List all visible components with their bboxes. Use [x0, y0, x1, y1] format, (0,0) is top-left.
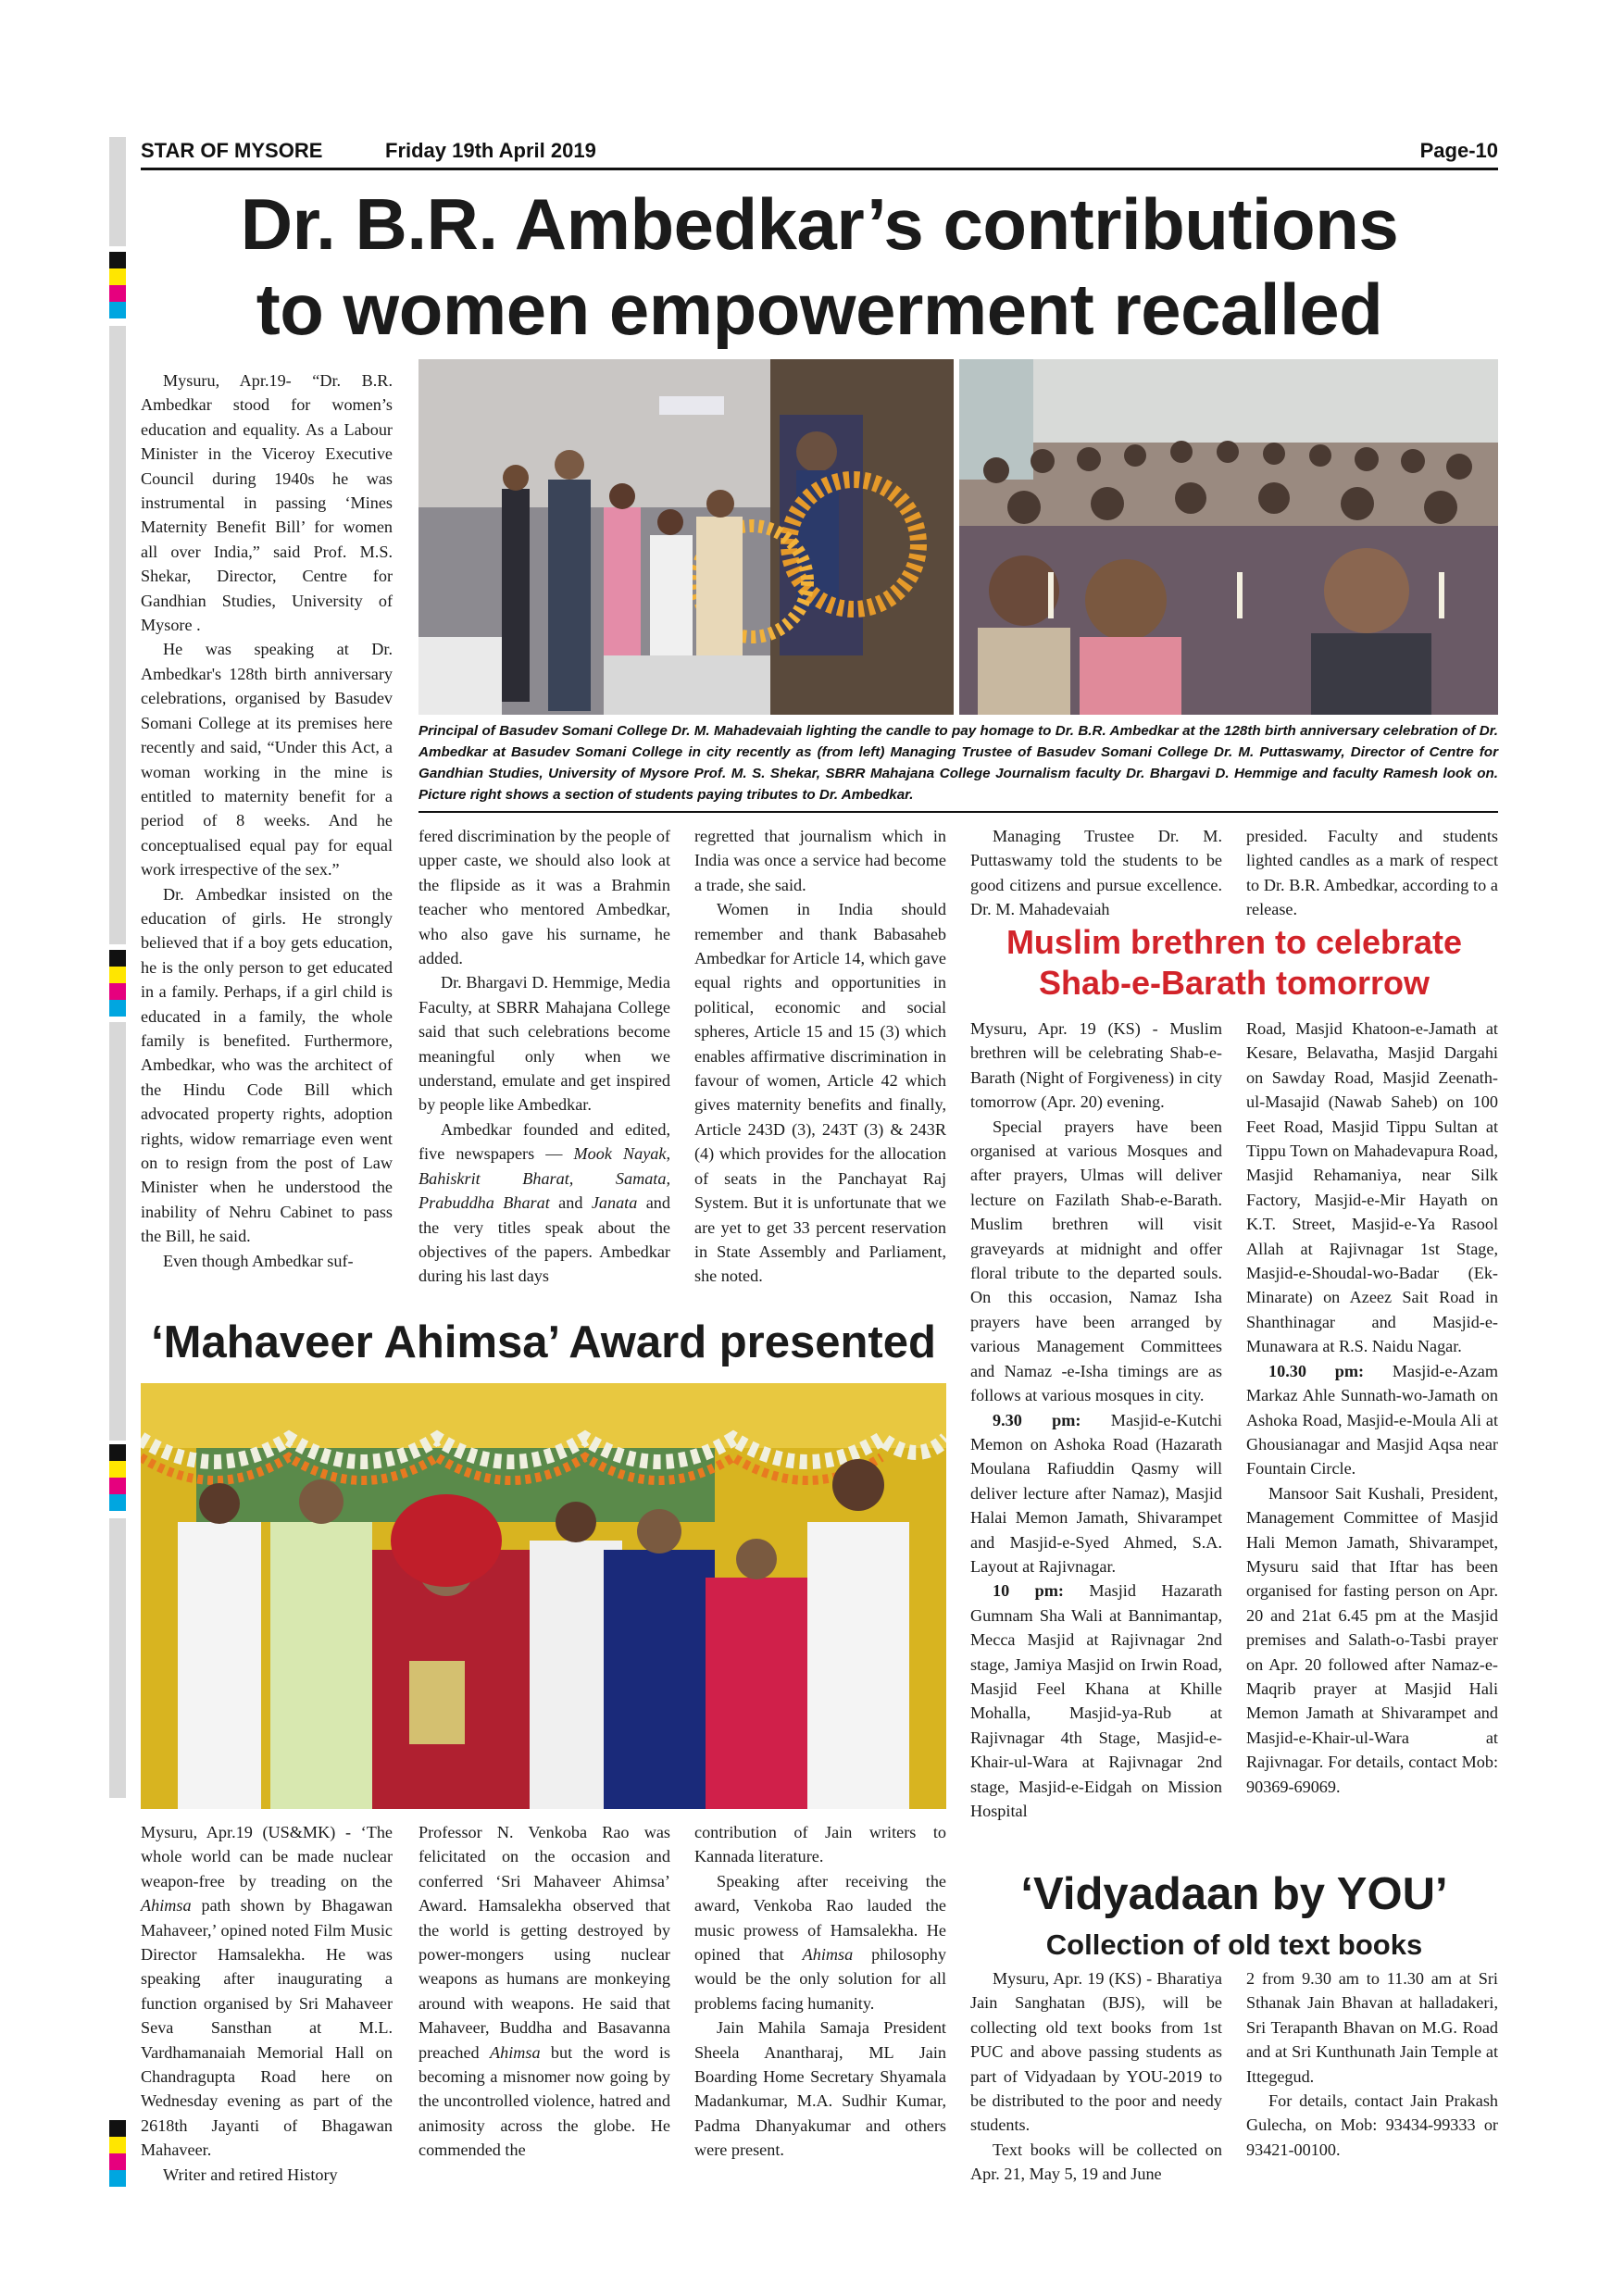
story1-headline [141, 181, 1498, 352]
issue-date: Friday 19th April 2019 [385, 139, 596, 162]
story4-paragraph: Text books will be collected on Apr. 21, May 5, 19 and June [970, 2140, 1222, 2184]
story3-headline [970, 922, 1498, 1004]
story2-column-1 [141, 1820, 393, 2187]
story4-column-2 [1246, 1966, 1498, 2162]
caption-rule [418, 811, 1498, 813]
story1-paragraph: fered discrimination by the people of upper caste, we should also look at the flipside as it was a Brahmin teacher who mentored Ambedkar, who also gave his surname, he added. [418, 827, 670, 968]
registration-bar-3 [109, 1022, 126, 1441]
story1-paragraph: Ambedkar founded and edited, five newspapers — Mook Nayak, Bahiskrit Bharat, Samata, Prabuddha Bharat and Janata and the very titles speak about the objectives of the papers. Ambedkar during his last days [418, 1119, 671, 1286]
cmyk-marks-2 [109, 950, 126, 1017]
story1-headline-line1: Dr. B.R. Ambedkar’s contributions [240, 183, 1399, 265]
story3-paragraph: 10 pm: Masjid Hazarath Gumnam Sha Wali at Bannimantap, Mecca Masjid at Rajivnagar 2nd stage, Jamiya Masjid on Irwin Road, Masjid Feel Khana at Khille Mohalla, Masjid-ya-Rub at Rajivnagar 4th Stage, Masjid-e-Khair-ul-Wara at Rajivnagar 2nd stage, Masjid-e-Eidgah on Mission Hospital [970, 1581, 1222, 1820]
story3-paragraph: 10.30 pm: Masjid-e-Azam Markaz Ahle Sunnath-wo-Jamath on Ashoka Road, Masjid-e-Moula Ali at Ghousianagar and Masjid Aqsa near Fountain Circle. [1246, 1361, 1499, 1479]
registration-bar-top [109, 137, 126, 246]
photo-students-candles [959, 359, 1498, 715]
story2-paragraph: Writer and retired History [163, 2165, 338, 2184]
cmyk-marks-1 [109, 252, 126, 318]
cmyk-marks-4 [109, 2120, 126, 2187]
story1-paragraph: Managing Trustee Dr. M. Puttaswamy told the students to be good citizens and pursue excellence. Dr. M. Mahadevaiah [970, 827, 1222, 919]
story2-column-3 [694, 1820, 946, 2163]
story4-column-1 [970, 1966, 1222, 2187]
story1-column-1 [141, 368, 393, 1273]
story2-column-2 [418, 1820, 670, 2163]
story2-paragraph: Professor N. Venkoba Rao was felicitated on the occasion and conferred ‘Sri Mahaveer Ahimsa’ Award. Hamsalekha observed that the world is getting destroyed by power-mongers using nuclear weapons as humans are monkeying around with weapons. He said that Mahaveer, Buddha and Basavanna preached Ahimsa but the word is becoming a misnomer now going by the uncontrolled violence, hatred and animosity across the globe. He commended the [418, 1823, 670, 2160]
story3-paragraph: Mysuru, Apr. 19 (KS) - Muslim brethren will be celebrating Shab-e-Barath (Night of Forgiveness) in city tomorrow (Apr. 20) evening. [970, 1019, 1222, 1112]
masthead [141, 137, 1498, 170]
story3-headline-line1: Muslim brethren to celebrate [1006, 923, 1463, 961]
paper-name: STAR OF MYSORE [141, 139, 323, 162]
registration-bar-2 [109, 326, 126, 944]
story3-paragraph: 9.30 pm: Masjid-e-Kutchi Memon on Ashoka Road (Hazarath Moulana Rafiuddin Qasmy will deliver lecture after Namaz), Masjid Halai Memon Jamath, Shivarampet and Masjid-e-Syed Ahmed, S.A. Layout at Rajivnagar. [970, 1410, 1222, 1576]
story1-paragraph: He was speaking at Dr. Ambedkar's 128th birth anniversary celebrations, organised by Basudev Somani College at its premises here recently and said, “Under this Act, a woman working in the mine is entitled to maternity benefit for a period of 8 weeks. And he conceptualised equal pay for equal work irrespective of the sex.” [141, 640, 393, 880]
story1-column-2 [418, 824, 670, 1289]
photo-mahaveer-award [141, 1383, 946, 1809]
page-number: Page-10 [1419, 139, 1498, 162]
story4-headline: ‘Vidyadaan by YOU’ [1020, 1869, 1448, 1919]
story1-paragraph: Dr. Ambedkar insisted on the education of girls. He strongly believed that if a boy gets education, he is the only person to get educated in a family. Perhaps, if a girl child is educated in a family, the whole family is benefited. Furthermore, Ambedkar, who was the architect of the Hindu Code Bill which advocated property rights, adoption rights, widow remarriage even went on to resign from the post of Law Minister when he understood the inability of Nehru Cabinet to pass the Bill, he said. [141, 884, 393, 1246]
story1-paragraph: Women in India should remember and thank Babasaheb Ambedkar for Article 14, which gave equal rights and opportunities in political, economic and social spheres, Article 15 and 15 (3) which enables affirmative discrimination in favour of women, Article 42 which gives maternity benefits and finally, Article 243D (3), 243T (3) & 243R (4) which provides for the allocation of seats in the Panchayat Raj System. But it is unfortunate that we are yet to get 33 percent reservation in State Assembly and Parliament, she noted. [694, 900, 946, 1286]
story3-paragraph: Mansoor Sait Kushali, President, Management Committee of Masjid Hali Memon Jamath, Shivarampet, Mysuru said that Iftar has been organised for fasting person on Apr. 20 and 21at 6.45 pm at the Masjid premises and Salath-o-Tasbi prayer on Apr. 20 followed after Namaz-e-Maqrib prayer at Masjid Hali Memon Jamath at Shivarampet and Masjid-e-Khair-ul-Wara at Rajivnagar. For details, contact Mob: 90369-69069. [1246, 1483, 1498, 1796]
story2-headline: ‘Mahaveer Ahimsa’ Award presented [151, 1317, 936, 1367]
story1-column-4 [970, 824, 1222, 922]
story1-paragraph: Dr. Bhargavi D. Hemmige, Media Faculty, at SBRR Mahajana College said that such celebrations become meaningful only when we understand, emulate and get inspired by people like Ambedkar. [418, 973, 670, 1115]
story4-paragraph: Mysuru, Apr. 19 (KS) - Bharatiya Jain Sanghatan (BJS), will be collecting old text books from 1st PUC and above passing students as part of Vidyadaan by YOU-2019 to be distributed to the poor and needy students. [970, 1969, 1222, 2135]
photo-ambedkar-homage [418, 359, 954, 715]
registration-bar-4 [109, 1518, 126, 1798]
story3-column-2 [1246, 1017, 1498, 1799]
cmyk-marks-3 [109, 1444, 126, 1511]
story3-column-1 [970, 1017, 1222, 1823]
story1-paragraph: regretted that journalism which in India was once a service had become a trade, she said. [694, 827, 946, 894]
story1-column-5 [1246, 824, 1498, 922]
story2-paragraph: Speaking after receiving the award, Venkoba Rao lauded the music prowess of Hamsalekha. He opined that Ahimsa philosophy would be the only solution for all problems facing humanity. [694, 1871, 946, 2013]
story1-paragraph: Even though Ambedkar suf- [163, 1251, 354, 1270]
story1-paragraph: Mysuru, Apr.19- “Dr. B.R. Ambedkar stood for women’s education and equality. As a Labour Minister in the Viceroy Executive Council during 1940s he was instrumental in passing ‘Mines Maternity Benefit Bill’ for women all over India,” said Prof. M.S. Shekar, Director, Centre for Gandhian Studies, University of Mysore . [141, 371, 393, 635]
story3-paragraph: Road, Masjid Khatoon-e-Jamath at Kesare, Belavatha, Masjid Dargahi on Sawday Road, Masjid Zeenath-ul-Masajid (Nawab Saheb) on 100 Feet Road, Masjid Tippu Sultan at Tippu Town on Mahadevapura Road, Masjid Rehamaniya, near Silk Factory, Masjid-e-Mir Hayath on K.T. Street, Masjid-e-Ya Rasool Allah at Rajivnagar 1st Stage, Masjid-e-Shoudal-wo-Badar (Ek-Minarate) on Azeez Sait Road in Shanthinagar and Masjid-e-Munawara at R.S. Naidu Nagar. [1246, 1019, 1498, 1356]
story1-headline-line2: to women empowerment recalled [256, 268, 1383, 350]
story2-paragraph: contribution of Jain writers to Kannada literature. [694, 1823, 946, 1866]
story4-paragraph: 2 from 9.30 am to 11.30 am at Sri Sthanak Jain Bhavan at halladakeri, Sri Terapanth Bhavan on M.G. Road and at Sri Kunthunath Jain Temple at Ittegegud. [1246, 1969, 1498, 2086]
story1-photo-caption: Principal of Basudev Somani College Dr. M. Mahadevaiah lighting the candle to pay homage to Dr. B.R. Ambedkar at the 128th birth anniversary celebration of Dr. Ambedkar at Basudev Somani College in city recently as (from left) Managing Trustee of Basudev Somani College Dr. M. Puttaswamy, Director of Centre for Gandhian Studies, University of Mysore Prof. M. S. Shekar, SBRR Mahajana College Journalism faculty Dr. Bhargavi D. Hemmige and faculty Ramesh look on. Picture right shows a section of students paying tributes to Dr. Ambedkar. [418, 723, 1498, 803]
story3-paragraph: Special prayers have been organised at various Mosques and after prayers, Ulmas will deliver lecture on Fazilath Shab-e-Barath. Muslim brethren will visit graveyards at midnight and offer floral tribute to the departed souls. On this occasion, Namaz Isha prayers have been arranged by various Management Committees and Namaz -e-Isha timings are as follows at various mosques in city. [970, 1117, 1222, 1405]
story4-subhead: Collection of old text books [1045, 1928, 1423, 1961]
story4-paragraph: For details, contact Jain Prakash Gulecha, on Mob: 93434-99333 or 93421-00100. [1246, 2091, 1498, 2159]
story2-paragraph: Mysuru, Apr.19 (US&MK) - ‘The whole world can be made nuclear weapon-free by treading on the Ahimsa path shown by Bhagawan Mahaveer,’ opined noted Film Music Director Hamsalekha. He was speaking after inaugurating a function organised by Sri Mahaveer Seva Sansthan at M.L. Vardhamanaiah Memorial Hall on Chandragupta Road here on Wednesday evening as part of the 2618th Jayanti of Bhagawan Mahaveer. [141, 1823, 393, 2160]
story1-column-3 [694, 824, 946, 1289]
story1-paragraph: presided. Faculty and students lighted candles as a mark of respect to Dr. B.R. Ambedkar, according to a release. [1246, 827, 1498, 919]
story3-headline-line2: Shab-e-Barath tomorrow [1038, 964, 1430, 1002]
story2-paragraph: Jain Mahila Samaja President Sheela Anantharaj, ML Jain Boarding Home Secretary Shyamala Madankumar, M.A. Sudhir Kumar, Padma Dhanyakumar and others were present. [694, 2018, 946, 2160]
